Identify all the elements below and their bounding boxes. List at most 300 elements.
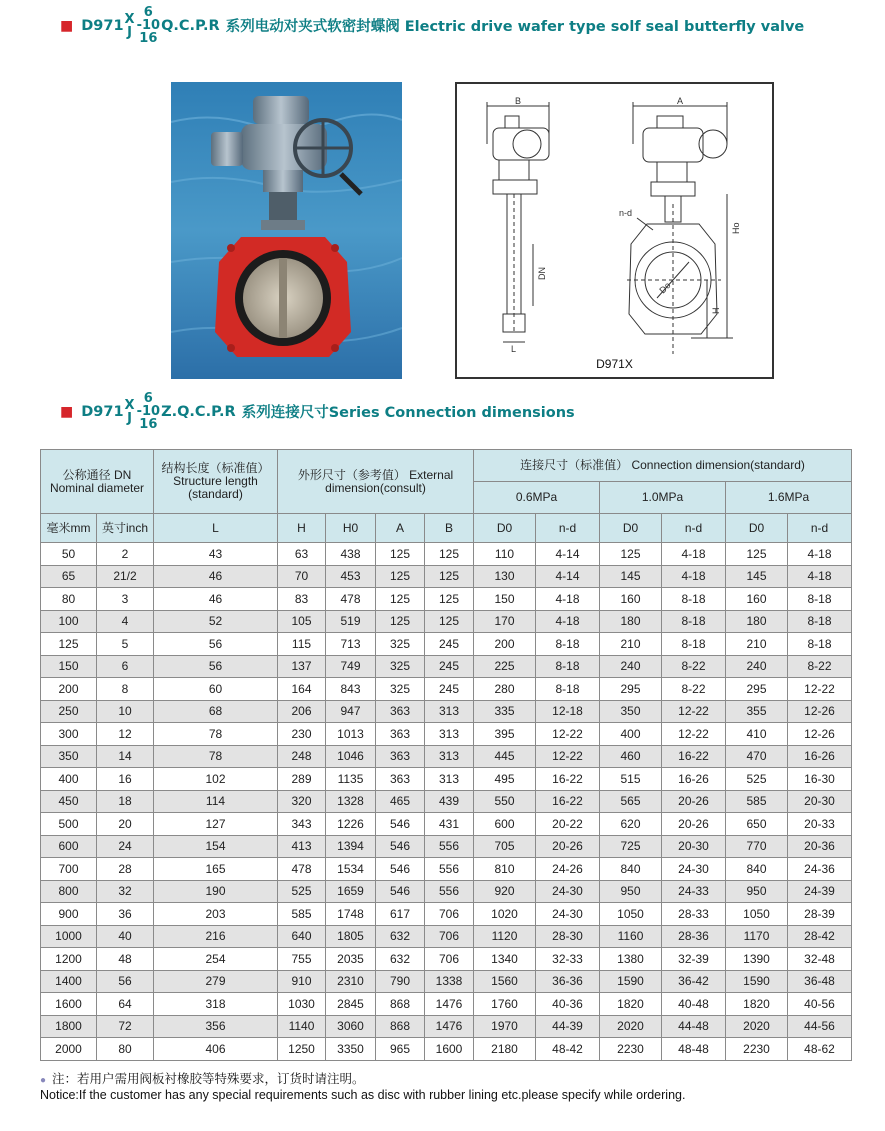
table-cell: 800 [41, 880, 97, 903]
table-cell: 1170 [726, 925, 788, 948]
model-suffix: Q.C.P.R [161, 17, 220, 34]
table-cell: 20-26 [536, 835, 600, 858]
table-cell: 289 [278, 768, 326, 791]
table-cell: 20-22 [536, 813, 600, 836]
table-cell: 200 [41, 678, 97, 701]
table-cell: 16-22 [662, 745, 726, 768]
header-subcolumn: H [278, 514, 326, 543]
table-cell: 8-18 [788, 633, 852, 656]
table-cell: 453 [326, 565, 376, 588]
table-cell: 40-56 [788, 993, 852, 1016]
table-cell: 65 [41, 565, 97, 588]
table-cell: 2035 [326, 948, 376, 971]
table-cell: 350 [600, 700, 662, 723]
table-cell: 400 [41, 768, 97, 791]
table-cell: 28-36 [662, 925, 726, 948]
table-cell: 16-22 [536, 768, 600, 791]
header-subcolumn: D0 [474, 514, 536, 543]
header-subcolumns [41, 514, 852, 543]
table-cell: 920 [474, 880, 536, 903]
table-cell: 18 [97, 790, 154, 813]
table-cell: 56 [97, 970, 154, 993]
table-cell: 8 [97, 678, 154, 701]
table-cell: 470 [726, 745, 788, 768]
table-cell: 770 [726, 835, 788, 858]
table-cell: 790 [376, 970, 425, 993]
table-cell: 63 [278, 543, 326, 566]
table-cell: 1140 [278, 1015, 326, 1038]
table-row [41, 723, 852, 746]
table-cell: 130 [474, 565, 536, 588]
table-cell: 1820 [600, 993, 662, 1016]
table-cell: 565 [600, 790, 662, 813]
table-cell: 279 [154, 970, 278, 993]
table-cell: 546 [376, 835, 425, 858]
table-row [41, 790, 852, 813]
table-cell: 910 [278, 970, 326, 993]
table-cell: 48 [97, 948, 154, 971]
table-cell: 12-22 [788, 678, 852, 701]
table-cell: 335 [474, 700, 536, 723]
table-cell: 160 [600, 588, 662, 611]
table-cell: 585 [278, 903, 326, 926]
table-cell: 1013 [326, 723, 376, 746]
section-title-product [60, 6, 804, 45]
svg-text:n-d: n-d [619, 208, 633, 218]
table-cell: 356 [154, 1015, 278, 1038]
table-cell: 706 [425, 948, 474, 971]
table-cell: 2000 [41, 1038, 97, 1061]
table-cell: 125 [726, 543, 788, 566]
table-cell: 325 [376, 678, 425, 701]
table-cell: 1970 [474, 1015, 536, 1038]
table-cell: 44-48 [662, 1015, 726, 1038]
table-cell: 810 [474, 858, 536, 881]
table-cell: 843 [326, 678, 376, 701]
header-subcolumn: D0 [726, 514, 788, 543]
table-cell: 280 [474, 678, 536, 701]
table-cell: 20-26 [662, 790, 726, 813]
notice-en: Notice:If the customer has any special requirements such as disc with rubber lining etc.please specify while ordering. [40, 1088, 686, 1102]
table-row [41, 993, 852, 1016]
pressure-code: 6 -10 16 [136, 391, 161, 432]
table-cell: 465 [376, 790, 425, 813]
table-cell: 295 [726, 678, 788, 701]
table-cell: 4 [97, 610, 154, 633]
table-cell: 2180 [474, 1038, 536, 1061]
table-cell: 706 [425, 925, 474, 948]
svg-text:B: B [515, 96, 522, 106]
table-cell: 72 [97, 1015, 154, 1038]
table-cell: 4-18 [788, 565, 852, 588]
table-cell: 36 [97, 903, 154, 926]
table-cell: 965 [376, 1038, 425, 1061]
table-cell: 1050 [600, 903, 662, 926]
table-cell: 947 [326, 700, 376, 723]
header-subcolumn: H0 [326, 514, 376, 543]
table-cell: 1160 [600, 925, 662, 948]
table-cell: 640 [278, 925, 326, 948]
table-cell: 16-26 [662, 768, 726, 791]
table-cell: 1534 [326, 858, 376, 881]
table-cell: 2845 [326, 993, 376, 1016]
table-cell: 620 [600, 813, 662, 836]
header-pressure-06: 0.6MPa [474, 482, 600, 514]
table-cell: 28-42 [788, 925, 852, 948]
table-cell: 20-33 [788, 813, 852, 836]
header-subcolumn: B [425, 514, 474, 543]
table-cell: 515 [600, 768, 662, 791]
table-cell: 12-22 [662, 700, 726, 723]
table-cell: 8-18 [662, 610, 726, 633]
table-cell: 8-18 [536, 678, 600, 701]
product-photo [171, 82, 402, 379]
table-cell: 40 [97, 925, 154, 948]
table-cell: 3060 [326, 1015, 376, 1038]
table-cell: 4-18 [662, 543, 726, 566]
svg-text:L: L [511, 344, 517, 354]
table-cell: 245 [425, 655, 474, 678]
table-cell: 1338 [425, 970, 474, 993]
table-row [41, 655, 852, 678]
table-cell: 80 [97, 1038, 154, 1061]
table-cell: 363 [376, 768, 425, 791]
table-cell: 125 [41, 633, 97, 656]
table-cell: 632 [376, 948, 425, 971]
table-cell: 28-39 [788, 903, 852, 926]
table-row [41, 565, 852, 588]
table-cell: 313 [425, 768, 474, 791]
table-cell: 700 [41, 858, 97, 881]
table-cell: 83 [278, 588, 326, 611]
table-cell: 56 [154, 655, 278, 678]
table-cell: 70 [278, 565, 326, 588]
table-cell: 56 [154, 633, 278, 656]
table-cell: 1226 [326, 813, 376, 836]
table-cell: 2020 [726, 1015, 788, 1038]
table-cell: 320 [278, 790, 326, 813]
table-row [41, 948, 852, 971]
table-cell: 110 [474, 543, 536, 566]
table-cell: 950 [600, 880, 662, 903]
table-cell: 125 [600, 543, 662, 566]
table-cell: 20-30 [788, 790, 852, 813]
table-cell: 705 [474, 835, 536, 858]
table-cell: 50 [41, 543, 97, 566]
table-cell: 240 [726, 655, 788, 678]
table-cell: 225 [474, 655, 536, 678]
model-prefix: D971 [81, 403, 124, 420]
header-subcolumn: L [154, 514, 278, 543]
table-cell: 105 [278, 610, 326, 633]
table-cell: 78 [154, 745, 278, 768]
table-cell: 46 [154, 588, 278, 611]
table-cell: 48-48 [662, 1038, 726, 1061]
table-cell: 48-62 [788, 1038, 852, 1061]
table-cell: 200 [474, 633, 536, 656]
table-cell: 36-36 [536, 970, 600, 993]
table-cell: 438 [326, 543, 376, 566]
table-cell: 36-42 [662, 970, 726, 993]
table-cell: 216 [154, 925, 278, 948]
table-cell: 395 [474, 723, 536, 746]
svg-text:Ho: Ho [731, 222, 741, 234]
table-cell: 1135 [326, 768, 376, 791]
table-cell: 519 [326, 610, 376, 633]
table-cell: 125 [425, 543, 474, 566]
table-cell: 28-33 [662, 903, 726, 926]
table-row [41, 768, 852, 791]
table-cell: 313 [425, 723, 474, 746]
table-cell: 8-18 [536, 655, 600, 678]
table-cell: 154 [154, 835, 278, 858]
table-cell: 4-18 [536, 610, 600, 633]
table-cell: 230 [278, 723, 326, 746]
material-code: X J [124, 397, 135, 426]
table-cell: 8-22 [788, 655, 852, 678]
table-cell: 245 [425, 633, 474, 656]
table-cell: 495 [474, 768, 536, 791]
table-cell: 125 [376, 543, 425, 566]
table-row [41, 543, 852, 566]
table-cell: 1200 [41, 948, 97, 971]
table-cell: 12-18 [536, 700, 600, 723]
pressure-code: 6 -10 16 [136, 5, 161, 46]
table-cell: 145 [726, 565, 788, 588]
header-subcolumn: 英寸inch [97, 514, 154, 543]
table-cell: 240 [600, 655, 662, 678]
table-cell: 1805 [326, 925, 376, 948]
table-cell: 1560 [474, 970, 536, 993]
table-cell: 445 [474, 745, 536, 768]
table-cell: 145 [600, 565, 662, 588]
table-cell: 1050 [726, 903, 788, 926]
table-cell: 100 [41, 610, 97, 633]
table-cell: 210 [600, 633, 662, 656]
product-name: 系列电动对夹式软密封蝶阀 Electric drive wafer type solf seal butterfly valve [225, 19, 805, 35]
table-cell: 150 [474, 588, 536, 611]
table-cell: 64 [97, 993, 154, 1016]
table-cell: 24-30 [536, 880, 600, 903]
table-cell: 160 [726, 588, 788, 611]
table-cell: 950 [726, 880, 788, 903]
table-cell: 125 [376, 610, 425, 633]
table-cell: 585 [726, 790, 788, 813]
table-cell: 44-39 [536, 1015, 600, 1038]
table-cell: 125 [425, 610, 474, 633]
table-cell: 295 [600, 678, 662, 701]
svg-text:A: A [677, 96, 684, 106]
table-cell: 525 [726, 768, 788, 791]
table-cell: 1328 [326, 790, 376, 813]
table-row [41, 903, 852, 926]
svg-text:H: H [711, 307, 721, 314]
svg-text:Do: Do [657, 280, 673, 296]
header-subcolumn: A [376, 514, 425, 543]
table-cell: 254 [154, 948, 278, 971]
table-cell: 170 [474, 610, 536, 633]
table-cell: 44-56 [788, 1015, 852, 1038]
table-cell: 4-14 [536, 565, 600, 588]
table-cell: 245 [425, 678, 474, 701]
table-cell: 1394 [326, 835, 376, 858]
table-cell: 12-26 [788, 723, 852, 746]
table-cell: 24-36 [788, 858, 852, 881]
table-row [41, 633, 852, 656]
table-cell: 3 [97, 588, 154, 611]
table-cell: 325 [376, 633, 425, 656]
table-row [41, 588, 852, 611]
table-cell: 20-36 [788, 835, 852, 858]
header-subcolumn: D0 [600, 514, 662, 543]
table-cell: 125 [425, 565, 474, 588]
table-body [41, 543, 852, 1061]
header-connection: 连接尺寸（标准值） Connection dimension(standard) [474, 450, 852, 482]
table-cell: 137 [278, 655, 326, 678]
table-cell: 4-18 [662, 565, 726, 588]
table-cell: 600 [41, 835, 97, 858]
table-cell: 300 [41, 723, 97, 746]
header-nominal: 公称通径 DN Nominal diameter [41, 450, 154, 514]
table-cell: 115 [278, 633, 326, 656]
table-cell: 32-39 [662, 948, 726, 971]
table-cell: 1250 [278, 1038, 326, 1061]
table-cell: 52 [154, 610, 278, 633]
table-cell: 24-30 [536, 903, 600, 926]
table-cell: 3350 [326, 1038, 376, 1061]
table-cell: 2230 [600, 1038, 662, 1061]
table-cell: 8-22 [662, 678, 726, 701]
table-cell: 460 [600, 745, 662, 768]
table-cell: 406 [154, 1038, 278, 1061]
table-cell: 725 [600, 835, 662, 858]
table-cell: 78 [154, 723, 278, 746]
header-pressure-16: 1.6MPa [726, 482, 852, 514]
table-cell: 556 [425, 835, 474, 858]
table-cell: 127 [154, 813, 278, 836]
table-cell: 21/2 [97, 565, 154, 588]
table-row [41, 858, 852, 881]
header-subcolumn: n-d [536, 514, 600, 543]
table-cell: 46 [154, 565, 278, 588]
table-cell: 32-33 [536, 948, 600, 971]
table-row [41, 970, 852, 993]
table-row [41, 925, 852, 948]
table-cell: 1600 [41, 993, 97, 1016]
table-cell: 125 [376, 588, 425, 611]
table-cell: 24-26 [536, 858, 600, 881]
table-cell: 755 [278, 948, 326, 971]
table-cell: 43 [154, 543, 278, 566]
table-cell: 114 [154, 790, 278, 813]
table-cell: 68 [154, 700, 278, 723]
table-cell: 900 [41, 903, 97, 926]
table-cell: 16 [97, 768, 154, 791]
table-cell: 48-42 [536, 1038, 600, 1061]
table-cell: 1600 [425, 1038, 474, 1061]
table-cell: 28-30 [536, 925, 600, 948]
table-cell: 24-30 [662, 858, 726, 881]
svg-text:DN: DN [537, 267, 547, 280]
table-cell: 8-18 [662, 588, 726, 611]
table-cell: 1476 [425, 993, 474, 1016]
table-cell: 550 [474, 790, 536, 813]
table-cell: 478 [326, 588, 376, 611]
table-cell: 150 [41, 655, 97, 678]
table-title: 系列连接尺寸Series Connection dimensions [241, 405, 575, 421]
table-cell: 617 [376, 903, 425, 926]
table-cell: 1380 [600, 948, 662, 971]
table-cell: 546 [376, 858, 425, 881]
section-title-dimensions [60, 392, 575, 431]
table-cell: 525 [278, 880, 326, 903]
table-cell: 16-30 [788, 768, 852, 791]
table-cell: 6 [97, 655, 154, 678]
table-cell: 60 [154, 678, 278, 701]
table-row [41, 1015, 852, 1038]
table-cell: 1820 [726, 993, 788, 1016]
dimensions-table [40, 449, 852, 1061]
table-cell: 10 [97, 700, 154, 723]
table-cell: 12-22 [536, 745, 600, 768]
table-cell: 20-26 [662, 813, 726, 836]
notice [40, 1072, 685, 1103]
table-cell: 713 [326, 633, 376, 656]
table-cell: 313 [425, 745, 474, 768]
table-row [41, 678, 852, 701]
table-cell: 546 [376, 880, 425, 903]
table-cell: 1120 [474, 925, 536, 948]
model-prefix: D971 [81, 17, 124, 34]
table-cell: 8-18 [662, 633, 726, 656]
table-cell: 12-22 [536, 723, 600, 746]
table-cell: 250 [41, 700, 97, 723]
table-cell: 413 [278, 835, 326, 858]
table-cell: 203 [154, 903, 278, 926]
table-cell: 24-39 [788, 880, 852, 903]
table-cell: 8-18 [788, 610, 852, 633]
table-cell: 363 [376, 745, 425, 768]
table-cell: 32-48 [788, 948, 852, 971]
table-cell: 8-18 [536, 633, 600, 656]
header-subcolumn: n-d [662, 514, 726, 543]
table-cell: 546 [376, 813, 425, 836]
table-cell: 16-26 [788, 745, 852, 768]
table-cell: 4-18 [536, 588, 600, 611]
table-cell: 180 [726, 610, 788, 633]
table-cell: 8-22 [662, 655, 726, 678]
table-cell: 12-22 [662, 723, 726, 746]
table-cell: 180 [600, 610, 662, 633]
table-cell: 556 [425, 858, 474, 881]
table-cell: 40-48 [662, 993, 726, 1016]
table-cell: 400 [600, 723, 662, 746]
table-cell: 2230 [726, 1038, 788, 1061]
model-suffix: Z.Q.C.P.R [161, 403, 236, 420]
table-cell: 868 [376, 993, 425, 1016]
table-cell: 1000 [41, 925, 97, 948]
table-cell: 600 [474, 813, 536, 836]
table-cell: 1046 [326, 745, 376, 768]
table-cell: 1030 [278, 993, 326, 1016]
table-cell: 4-14 [536, 543, 600, 566]
table-cell: 1748 [326, 903, 376, 926]
table-cell: 1659 [326, 880, 376, 903]
table-cell: 24-33 [662, 880, 726, 903]
table-cell: 840 [726, 858, 788, 881]
table-cell: 102 [154, 768, 278, 791]
table-cell: 20 [97, 813, 154, 836]
